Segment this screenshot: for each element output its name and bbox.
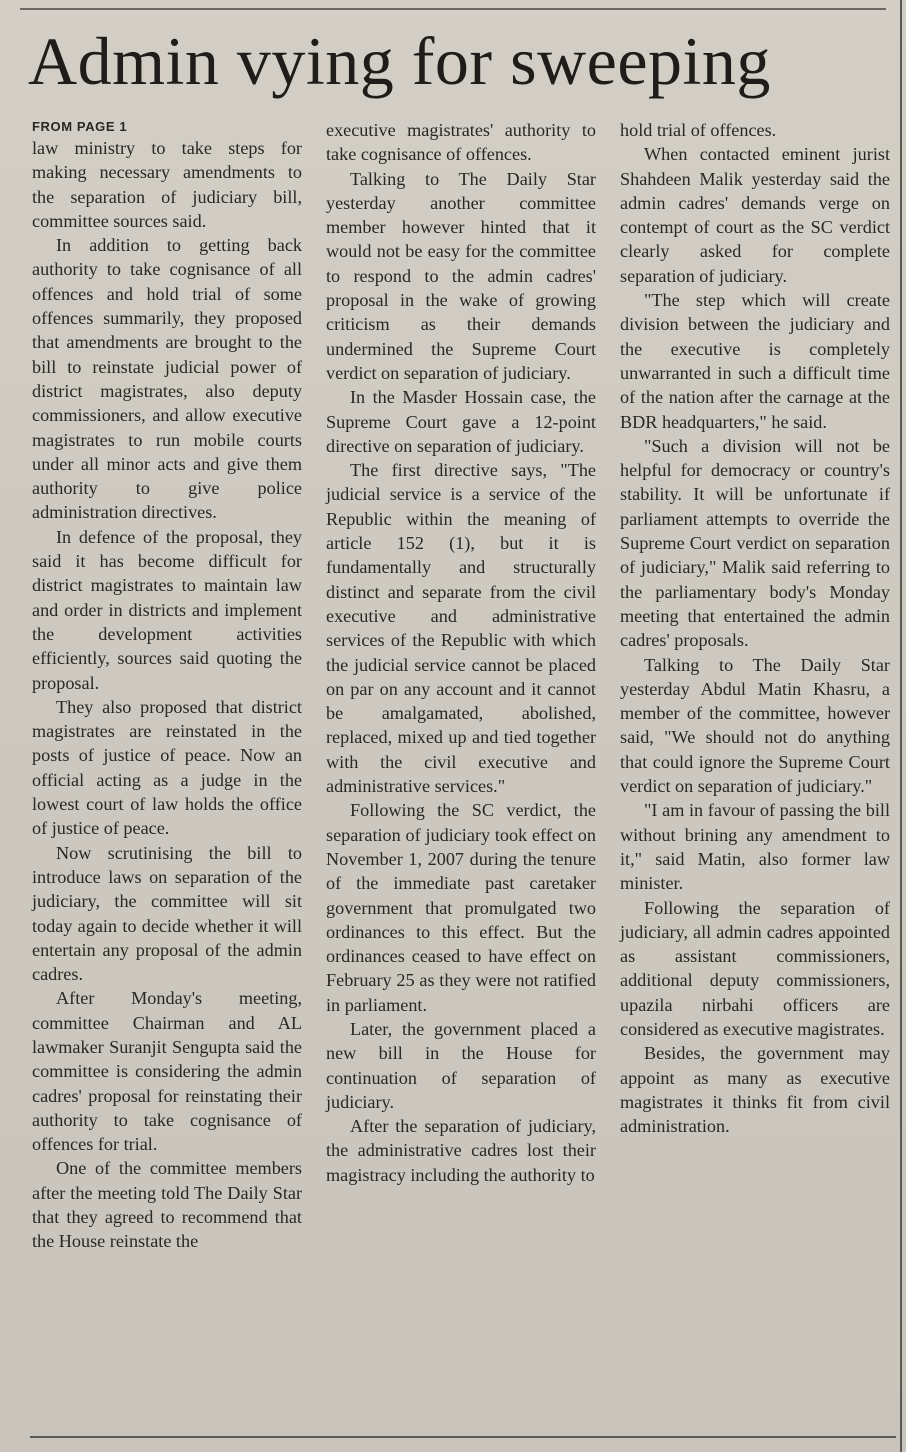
paragraph: When contacted eminent jurist Shahdeen Malik yesterday said the admin cadres' demands verge on contempt of court as the SC verdict clearly asked for complete separation of judiciary. — [620, 144, 890, 286]
paragraph: executive magistrates' authority to take cognisance of offences. — [326, 120, 596, 165]
article-column-1 — [32, 118, 302, 1254]
paragraph: They also proposed that district magistrates are reinstated in the posts of justice of peace. Now an official acting as a judge in the lowest court of law holds the office of justice of peace. — [32, 696, 302, 839]
paragraph: The first directive says, "The judicial service is a service of the Republic within the meaning of article 152 (1), but it is fundamentally and structurally distinct and separate from the civil executive and administrative services of the Republic with which the judicial service cannot be placed on par on any account and it cannot be amalgamated, abolished, replaced, mixed up and tied together with the civil executive and administrative services." — [326, 460, 596, 797]
side-rule — [900, 0, 902, 1452]
article-column-3 — [620, 118, 890, 1138]
paragraph: Now scrutinising the bill to introduce laws on separation of the judiciary, the committee will sit today again to decide whether it will entertain any proposal of the admin cadres. — [32, 842, 302, 985]
paragraph: Talking to The Daily Star yesterday another committee member however hinted that it would not be easy for the committee to respond to the admin cadres' proposal in the wake of growing criticism as their demands undermined the Supreme Court verdict on separation of judiciary. — [326, 168, 596, 383]
paragraph: "The step which will create division between the judiciary and the executive is completely unwarranted in such a difficult time of the nation after the carnage at the BDR headquarters," he said. — [620, 290, 890, 432]
headline: Admin vying for sweeping — [28, 23, 771, 99]
paragraph: "I am in favour of passing the bill without brining any amendment to it," said Matin, also former law minister. — [620, 800, 890, 894]
paragraph: Besides, the government may appoint as many as executive magistrates it thinks fit from civil administration. — [620, 1043, 890, 1137]
paragraph: Following the separation of judiciary, all admin cadres appointed as assistant commissioners, additional deputy commissioners, upazila nirbahi officers are considered as executive magistrates. — [620, 897, 890, 1039]
top-rule — [20, 8, 886, 10]
paragraph: "Such a division will not be helpful for democracy or country's stability. It will be unfortunate if parliament attempts to override the Supreme Court verdict on separation of judiciary," Malik said referring to the parliamentary body's Monday meeting that entertained the admin cadres' proposals. — [620, 435, 890, 651]
paragraph: In addition to getting back authority to take cognisance of all offences and hold trial of some offences summarily, they proposed that amendments are brought to the bill to reinstate judicial power of district magistrates, also deputy commissioners, and allow executive magistrates to run mobile courts under all minor acts and give them authority to give police administration directives. — [32, 235, 302, 523]
paragraph: Later, the government placed a new bill in the House for continuation of separation of judiciary. — [326, 1018, 596, 1112]
continued-from-kicker: FROM PAGE 1 — [32, 119, 128, 134]
paragraph: Talking to The Daily Star yesterday Abdul Matin Khasru, a member of the committee, however said, "We should not do anything that could ignore the Supreme Court verdict on separation of judiciary." — [620, 654, 890, 797]
paragraph: In the Masder Hossain case, the Supreme Court gave a 12-point directive on separation of judiciary. — [326, 387, 596, 456]
paragraph: In defence of the proposal, they said it has become difficult for district magistrates to maintain law and order in districts and implement the development activities efficiently, sources said quoting the proposal. — [32, 526, 302, 693]
paragraph: After the separation of judiciary, the administrative cadres lost their magistracy including the authority to — [326, 1116, 596, 1185]
article-column-2 — [326, 118, 596, 1187]
paragraph: hold trial of offences. — [620, 120, 777, 140]
paragraph: law ministry to take steps for making necessary amendments to the separation of judiciary bill, committee sources said. — [32, 138, 302, 231]
bottom-rule — [30, 1436, 896, 1438]
paragraph: One of the committee members after the meeting told The Daily Star that they agreed to recommend that the House reinstate the — [32, 1158, 302, 1252]
paragraph: Following the SC verdict, the separation of judiciary took effect on November 1, 2007 during the tenure of the immediate past caretaker government that promulgated two ordinances to this effect. But the ordinances ceased to have effect on February 25 as they were not ratified in parliament. — [326, 800, 596, 1015]
paragraph: After Monday's meeting, committee Chairman and AL lawmaker Suranjit Sengupta said the committee is considering the admin cadres' proposal for reinstating their authority to take cognisance of offences for trial. — [32, 988, 302, 1155]
